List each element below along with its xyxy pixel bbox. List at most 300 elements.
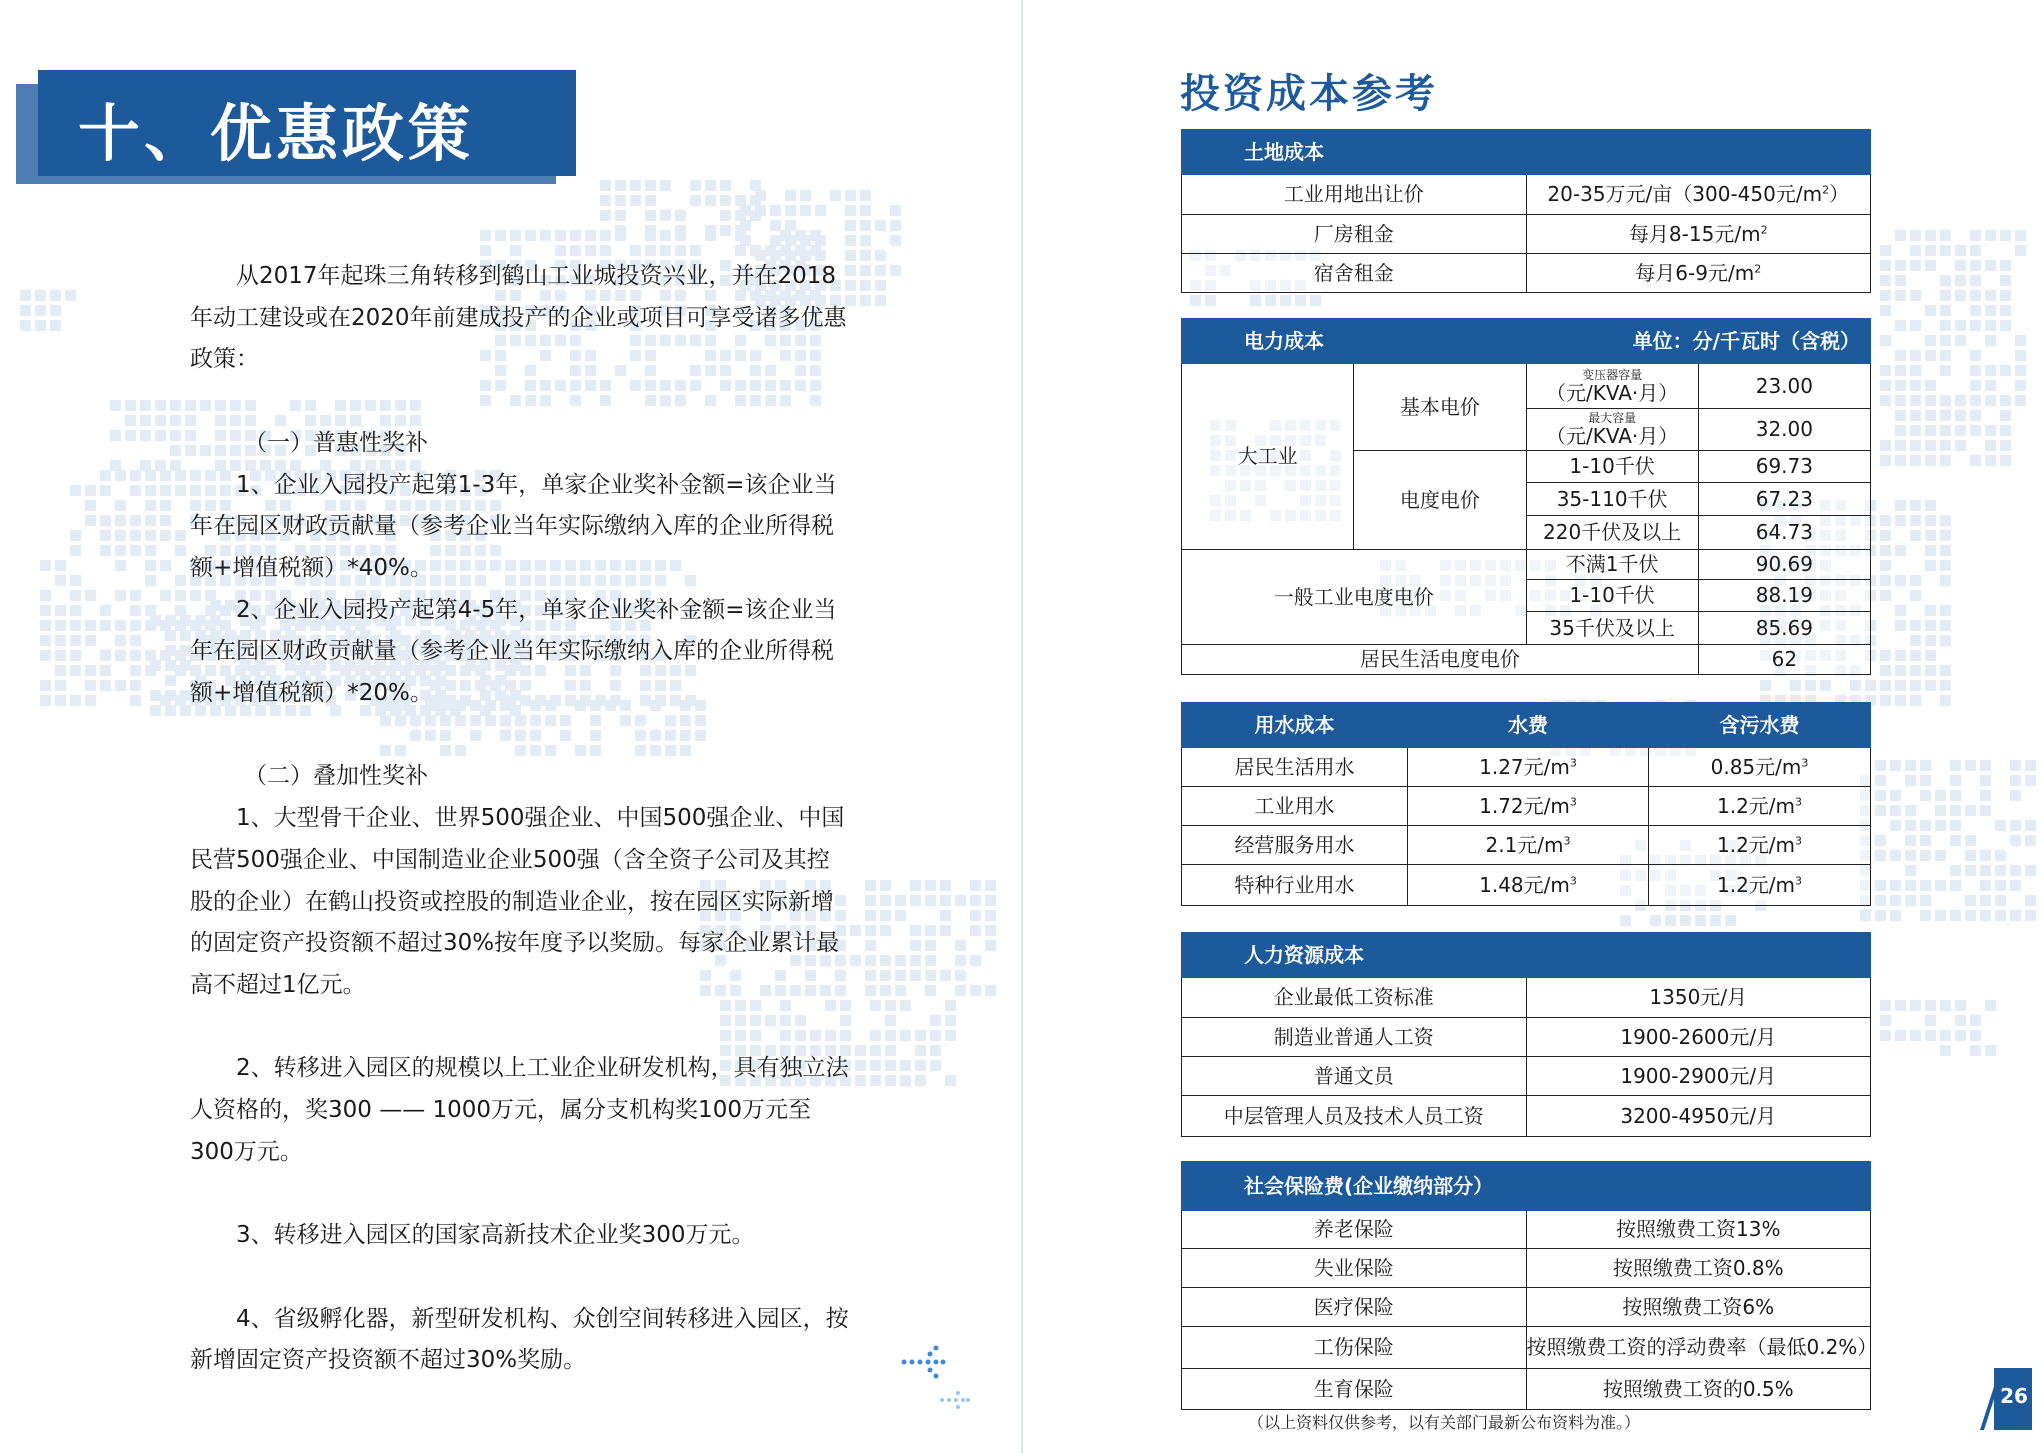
map-dot xyxy=(660,245,671,256)
map-dot xyxy=(2000,365,2011,376)
map-dot xyxy=(165,645,176,656)
map-dot xyxy=(955,940,966,951)
map-dot xyxy=(130,680,141,691)
map-dot xyxy=(480,230,491,241)
map-dot xyxy=(540,230,551,241)
map-dot xyxy=(175,590,186,601)
power-cost-table xyxy=(1181,318,1871,675)
map-dot xyxy=(2015,395,2026,406)
map-dot xyxy=(1925,620,1936,631)
map-dot xyxy=(1910,575,1921,586)
map-dot xyxy=(1905,850,1916,861)
sewage-fee: 1.2元$/m^3$ xyxy=(1649,826,1871,865)
map-dot xyxy=(600,210,611,221)
map-dot xyxy=(2000,230,2011,241)
map-dot xyxy=(1965,805,1976,816)
map-dot xyxy=(1955,260,1966,271)
map-dot xyxy=(985,880,996,891)
map-dot xyxy=(125,400,136,411)
map-dot xyxy=(55,575,66,586)
map-dot xyxy=(735,195,746,206)
map-dot xyxy=(1925,1015,1936,1026)
map-dot xyxy=(2025,760,2036,771)
map-dot xyxy=(2000,395,2011,406)
map-dot xyxy=(945,1000,956,1011)
map-dot xyxy=(870,1075,881,1086)
map-dot xyxy=(1875,805,1886,816)
map-dot xyxy=(815,235,826,246)
map-dot xyxy=(160,470,171,481)
map-dot xyxy=(1880,395,1891,406)
map-dot xyxy=(865,970,876,981)
map-dot xyxy=(910,880,921,891)
map-dot xyxy=(2000,260,2011,271)
map-dot xyxy=(800,190,811,201)
map-dot xyxy=(55,605,66,616)
map-dot xyxy=(1965,760,1976,771)
page-number: 26 xyxy=(2000,1384,2028,1408)
insurance-row-label: 生育保险 xyxy=(1182,1369,1527,1410)
map-dot xyxy=(675,225,686,236)
water-fee: 1.72元$/m^3$ xyxy=(1408,787,1649,826)
hr-row-label: 普通文员 xyxy=(1182,1057,1527,1096)
map-dot xyxy=(70,650,81,661)
map-dot xyxy=(1940,290,1951,301)
map-dot xyxy=(1875,835,1886,846)
map-dot xyxy=(1910,635,1921,646)
map-dot xyxy=(1980,895,1991,906)
map-dot xyxy=(615,210,626,221)
map-dot xyxy=(925,880,936,891)
map-dot xyxy=(140,430,151,441)
map-dot xyxy=(1925,245,1936,256)
map-dot xyxy=(115,515,126,526)
map-dot xyxy=(970,895,981,906)
map-dot xyxy=(85,485,96,496)
map-dot xyxy=(1905,820,1916,831)
map-dot xyxy=(1955,395,1966,406)
map-dot xyxy=(40,695,51,706)
map-dot xyxy=(910,955,921,966)
map-dot xyxy=(785,205,796,216)
map-dot xyxy=(125,415,136,426)
map-dot xyxy=(1895,545,1906,556)
map-dot xyxy=(1950,880,1961,891)
map-dot xyxy=(1925,305,1936,316)
price-value: 85.69 xyxy=(1698,612,1870,645)
map-dot xyxy=(1935,910,1946,921)
map-dot xyxy=(2015,230,2026,241)
map-dot xyxy=(100,620,111,631)
map-dot xyxy=(740,235,751,246)
map-dot xyxy=(915,1045,926,1056)
map-dot xyxy=(740,220,751,231)
map-dot xyxy=(1925,530,1936,541)
map-dot xyxy=(555,230,566,241)
map-dot xyxy=(85,665,96,676)
map-dot xyxy=(40,560,51,571)
map-dot xyxy=(1910,245,1921,256)
map-dot xyxy=(1905,805,1916,816)
map-dot xyxy=(860,250,871,261)
map-dot xyxy=(860,295,871,306)
land-cost-table xyxy=(1181,129,1871,293)
map-dot xyxy=(1950,865,1961,876)
map-dot xyxy=(930,1030,941,1041)
map-dot xyxy=(845,205,856,216)
map-dot xyxy=(1965,865,1976,876)
big-industry-label: 大工业 xyxy=(1182,364,1354,550)
map-dot xyxy=(1920,895,1931,906)
map-dot xyxy=(1895,455,1906,466)
map-dot xyxy=(1940,545,1951,556)
map-dot xyxy=(1965,835,1976,846)
map-dot xyxy=(170,430,181,441)
map-dot xyxy=(985,895,996,906)
map-dot xyxy=(1940,305,1951,316)
map-dot xyxy=(1935,790,1946,801)
map-dot xyxy=(70,695,81,706)
map-dot xyxy=(970,880,981,891)
map-dot xyxy=(1940,245,1951,256)
map-dot xyxy=(110,400,121,411)
map-dot xyxy=(1985,290,1996,301)
map-dot xyxy=(645,210,656,221)
map-dot xyxy=(1910,365,1921,376)
resident-power-label: 居民生活电度电价 xyxy=(1182,645,1699,675)
land-row-label: 厂房租金 xyxy=(1182,215,1527,254)
insurance-row-value: 按照缴费工资13% xyxy=(1526,1211,1871,1249)
map-dot xyxy=(940,925,951,936)
map-dot xyxy=(1925,425,1936,436)
map-dot xyxy=(880,880,891,891)
map-dot xyxy=(115,650,126,661)
map-dot xyxy=(1875,910,1886,921)
map-dot xyxy=(1940,410,1951,421)
map-dot xyxy=(2025,775,2036,786)
land-row-value: 每月8-15元$/m^2$ xyxy=(1526,215,1871,254)
map-dot xyxy=(155,415,166,426)
map-dot xyxy=(660,230,671,241)
map-dot xyxy=(1970,455,1981,466)
map-dot xyxy=(115,635,126,646)
map-dot xyxy=(70,590,81,601)
map-dot xyxy=(1920,820,1931,831)
map-dot xyxy=(115,560,126,571)
map-dot xyxy=(170,400,181,411)
transformer-capacity-value: 23.00 xyxy=(1698,364,1870,409)
map-dot xyxy=(85,635,96,646)
map-dot xyxy=(85,590,96,601)
map-dot xyxy=(165,705,176,716)
map-dot xyxy=(100,605,111,616)
map-dot xyxy=(1910,515,1921,526)
map-dot xyxy=(1925,410,1936,421)
map-dot xyxy=(100,485,111,496)
map-dot xyxy=(1265,295,1276,306)
map-dot xyxy=(1880,440,1891,451)
map-dot xyxy=(160,485,171,496)
map-dot xyxy=(1875,880,1886,891)
map-dot xyxy=(1890,880,1901,891)
map-dot xyxy=(1895,1000,1906,1011)
map-dot xyxy=(1880,275,1891,286)
map-dot xyxy=(1875,790,1886,801)
map-dot xyxy=(145,545,156,556)
map-dot xyxy=(705,180,716,191)
map-dot xyxy=(630,195,641,206)
map-dot xyxy=(1955,410,1966,421)
map-dot xyxy=(1895,425,1906,436)
voltage-level: 35-110千伏 xyxy=(1526,483,1698,516)
map-dot xyxy=(800,205,811,216)
map-dot xyxy=(510,230,521,241)
map-dot xyxy=(885,1030,896,1041)
map-dot xyxy=(20,305,31,316)
map-dot xyxy=(70,530,81,541)
map-dot xyxy=(55,560,66,571)
general-item-1: 1、企业入园投产起第1-3年，单家企业奖补金额=该企业当年在园区财政贡献量（参考企业当年实际缴纳入库的企业所得税额+增值税额）*40%。 xyxy=(190,471,837,581)
map-dot xyxy=(915,1075,926,1086)
map-dot xyxy=(1940,515,1951,526)
map-dot xyxy=(880,925,891,936)
map-dot xyxy=(480,245,491,256)
map-dot xyxy=(170,415,181,426)
map-dot xyxy=(2000,455,2011,466)
map-dot xyxy=(1895,680,1906,691)
map-dot xyxy=(1940,530,1951,541)
map-dot xyxy=(2015,335,2026,346)
map-dot xyxy=(1955,440,1966,451)
map-dot xyxy=(1925,545,1936,556)
map-dot xyxy=(970,955,981,966)
map-dot xyxy=(895,955,906,966)
insurance-row-label: 医疗保险 xyxy=(1182,1288,1527,1327)
map-dot xyxy=(1910,440,1921,451)
map-dot xyxy=(145,605,156,616)
map-dot xyxy=(900,1075,911,1086)
map-dot xyxy=(755,205,766,216)
map-dot xyxy=(50,305,61,316)
map-dot xyxy=(1895,275,1906,286)
map-dot xyxy=(1910,530,1921,541)
map-dot xyxy=(1910,695,1921,706)
map-dot xyxy=(150,690,161,701)
map-dot xyxy=(1920,850,1931,861)
price-value: 64.73 xyxy=(1698,516,1870,550)
map-dot xyxy=(1925,635,1936,646)
map-dot xyxy=(50,290,61,301)
map-dot xyxy=(1895,1030,1906,1041)
map-dot xyxy=(1950,820,1961,831)
transformer-capacity-cell: 变压器容量 （元/KVA·月） xyxy=(1526,364,1698,409)
map-dot xyxy=(1910,260,1921,271)
map-dot xyxy=(525,230,536,241)
map-dot xyxy=(1895,500,1906,511)
sewage-fee: 1.2元$/m^3$ xyxy=(1649,787,1871,826)
map-dot xyxy=(100,470,111,481)
map-dot xyxy=(165,615,176,626)
map-dot xyxy=(1880,380,1891,391)
map-dot xyxy=(1895,620,1906,631)
map-dot xyxy=(1955,320,1966,331)
map-dot xyxy=(1910,455,1921,466)
map-dot xyxy=(115,530,126,541)
map-dot xyxy=(645,245,656,256)
map-dot xyxy=(2010,820,2021,831)
map-dot xyxy=(115,470,126,481)
map-dot xyxy=(1925,605,1936,616)
map-dot xyxy=(705,195,716,206)
map-dot xyxy=(1895,605,1906,616)
map-dot xyxy=(585,230,596,241)
map-dot xyxy=(750,180,761,191)
map-dot xyxy=(1905,775,1916,786)
map-dot xyxy=(1970,380,1981,391)
map-dot xyxy=(1910,290,1921,301)
map-dot xyxy=(860,265,871,276)
map-dot xyxy=(1965,895,1976,906)
map-dot xyxy=(130,665,141,676)
map-dot xyxy=(1925,455,1936,466)
map-dot xyxy=(1970,230,1981,241)
map-dot xyxy=(2000,425,2011,436)
map-dot xyxy=(880,955,891,966)
voltage-level: 220千伏及以上 xyxy=(1526,516,1698,550)
map-dot xyxy=(145,485,156,496)
hr-row-value: 1350元/月 xyxy=(1526,978,1871,1018)
map-dot xyxy=(1985,365,1996,376)
map-dot xyxy=(130,545,141,556)
hr-row-label: 制造业普通人工资 xyxy=(1182,1018,1527,1057)
map-dot xyxy=(870,1060,881,1071)
map-dot xyxy=(1925,1000,1936,1011)
map-dot xyxy=(1880,1015,1891,1026)
map-dot xyxy=(1295,295,1306,306)
map-dot xyxy=(1950,835,1961,846)
map-dot xyxy=(1880,575,1891,586)
sewage-fee: 1.2元$/m^3$ xyxy=(1649,865,1871,906)
map-dot xyxy=(690,180,701,191)
map-dot xyxy=(1980,760,1991,771)
insurance-row-value: 按照缴费工资6% xyxy=(1526,1288,1871,1327)
hr-row-value: 1900-2600元/月 xyxy=(1526,1018,1871,1057)
map-dot xyxy=(70,575,81,586)
map-dot xyxy=(70,635,81,646)
map-dot xyxy=(1875,775,1886,786)
map-dot xyxy=(1940,1030,1951,1041)
map-dot xyxy=(1880,530,1891,541)
price-value: 88.19 xyxy=(1698,580,1870,612)
map-dot xyxy=(1985,425,1996,436)
map-dot xyxy=(155,400,166,411)
map-dot xyxy=(1940,1045,1951,1056)
map-dot xyxy=(985,925,996,936)
map-dot xyxy=(955,970,966,981)
map-dot xyxy=(1910,665,1921,676)
map-dot xyxy=(600,230,611,241)
map-dot xyxy=(115,620,126,631)
map-dot xyxy=(1925,665,1936,676)
map-dot xyxy=(130,620,141,631)
map-dot xyxy=(845,235,856,246)
hr-row-label: 中层管理人员及技术人员工资 xyxy=(1182,1096,1527,1137)
map-dot xyxy=(615,225,626,236)
map-dot xyxy=(970,985,981,996)
map-dot xyxy=(165,690,176,701)
map-dot xyxy=(1895,365,1906,376)
water-fee: 1.48元$/m^3$ xyxy=(1408,865,1649,906)
map-dot xyxy=(845,220,856,231)
map-dot xyxy=(2000,440,2011,451)
map-dot xyxy=(940,910,951,921)
map-dot xyxy=(860,235,871,246)
insurance-cost-table xyxy=(1181,1161,1878,1410)
map-dot xyxy=(35,320,46,331)
map-dot xyxy=(1910,320,1921,331)
map-dot xyxy=(1965,850,1976,861)
cost-title: 投资成本参考 xyxy=(1180,71,1438,117)
map-dot xyxy=(1250,295,1261,306)
map-dot xyxy=(1940,665,1951,676)
map-dot xyxy=(675,210,686,221)
map-dot xyxy=(1860,910,1871,921)
map-dot xyxy=(875,280,886,291)
map-dot xyxy=(85,620,96,631)
map-dot xyxy=(1895,575,1906,586)
map-dot xyxy=(910,925,921,936)
map-dot xyxy=(1970,410,1981,421)
page-number-badge xyxy=(1960,1362,2032,1436)
map-dot xyxy=(1935,880,1946,891)
map-dot xyxy=(1970,305,1981,316)
map-dot xyxy=(1895,665,1906,676)
water-cost-header: 用水成本 xyxy=(1182,703,1408,748)
map-dot xyxy=(2000,275,2011,286)
hr-row-value: 1900-2900元/月 xyxy=(1526,1057,1871,1096)
map-dot xyxy=(1955,290,1966,301)
map-dot xyxy=(1205,295,1216,306)
map-dot xyxy=(615,195,626,206)
map-dot xyxy=(1880,560,1891,571)
map-dot xyxy=(130,695,141,706)
map-dot xyxy=(880,970,891,981)
map-dot xyxy=(1280,295,1291,306)
map-dot xyxy=(130,515,141,526)
map-dot xyxy=(1955,245,1966,256)
map-dot xyxy=(1710,915,1721,926)
map-dot xyxy=(145,530,156,541)
map-dot xyxy=(915,1060,926,1071)
hr-row-label: 企业最低工资标准 xyxy=(1182,978,1527,1018)
price-value: 90.69 xyxy=(1698,550,1870,580)
map-dot xyxy=(875,265,886,276)
map-dot xyxy=(915,1030,926,1041)
map-dot xyxy=(40,590,51,601)
map-dot xyxy=(910,895,921,906)
map-dot xyxy=(870,1030,881,1041)
map-dot xyxy=(55,695,66,706)
map-dot xyxy=(645,225,656,236)
map-dot xyxy=(860,205,871,216)
map-dot xyxy=(875,220,886,231)
map-dot xyxy=(870,1000,881,1011)
map-dot xyxy=(890,265,901,276)
map-dot xyxy=(175,530,186,541)
power-cost-header: 电力成本 xyxy=(1182,319,1527,364)
map-dot xyxy=(895,985,906,996)
map-dot xyxy=(785,220,796,231)
